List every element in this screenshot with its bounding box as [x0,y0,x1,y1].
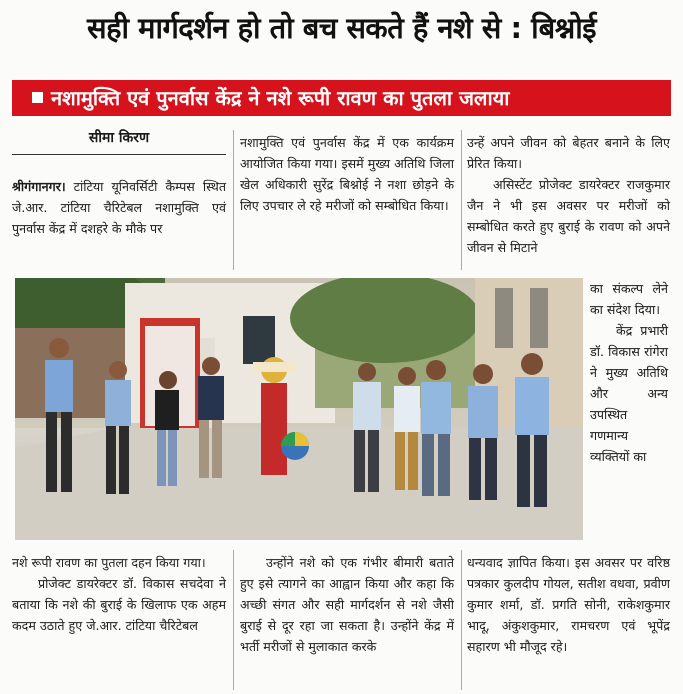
paragraph [12,176,226,239]
column-divider [233,550,234,690]
paragraph: केंद्र प्रभारी डॉ. विकास रांगेरा ने मुख्य अतिथि और अन्य उपस्थित गणमान्य व्यक्तियों का [590,323,668,464]
article-column-3 [467,132,670,258]
dateline: श्रीगंगानगर। [12,179,66,194]
photo-illustration [15,278,583,540]
paragraph: उन्होंने नशे को एक गंभीर बीमारी बताते हुए इसे त्यागने का आह्वान किया और कहा कि अच्छी संगत और सही मार्गदर्शन से नशे जैसी बुराई से दूर रहा जा सकता है। उन्होंने केंद्र में भर्ती मरीजों से मुलाकात करके [240,555,454,654]
paragraph: उन्हें अपने जीवन को बेहतर बनाने के लिए प्रेरित किया। [467,135,670,171]
event-photo [15,278,583,540]
paragraph: प्रोजेक्ट डायरेक्टर डॉ. विकास सचदेवा ने बताया कि नशे की बुराई के खिलाफ एक अहम कदम उठाते हुए जे.आर. टांटिया चैरिटेबल [12,576,226,633]
paragraph: नशे रूपी रावण का पुतला दहन किया गया। [12,555,206,570]
headline: सही मार्गदर्शन हो तो बच सकते हैं नशे से : बिश्नोई [87,11,596,45]
byline: सीमा किरण [12,128,226,155]
article-column-1 [12,176,226,239]
article-column-5 [240,552,454,657]
article-column-2 [240,132,454,216]
column-divider [461,550,462,690]
bullet-square-icon [32,92,43,103]
column-divider [233,130,234,270]
paragraph: नशामुक्ति एवं पुनर्वास केंद्र में एक कार्यक्रम आयोजित किया गया। इसमें मुख्य अतिथि जिला खेल अधिकारी सुरेंद्र बिश्नोई ने नशा छोड़ने के लिए उपचार ले रहे मरीजों को सम्बोधित किया। [240,135,454,213]
subheadline-bar [12,80,671,116]
article-column-4 [12,552,226,636]
paragraph: असिस्टेंट प्रोजेक्ट डायरेक्टर राजकुमार जैन ने भी इस अवसर पर मरीजों को सम्बोधित करते हुए बुराई के रावण को अपने जीवन से मिटाने [467,177,670,255]
paragraph: धन्यवाद ज्ञापित किया। इस अवसर पर वरिष्ठ पत्रकार कुलदीप गोयल, सतीश वधवा, प्रवीण कुमार शर्मा, डॉ. प्रगति सोनी, राकेशकुमार भादू, अंकुशकुमार, रामचरण एवं भूपेंद्र सहारण भी मौजूद रहे। [467,555,670,654]
article-column-3-continued [590,278,668,467]
paragraph-text: टांटिया यूनिवर्सिटी कैम्पस स्थित जे.आर. टांटिया चैरिटेबल नशामुक्ति एवं पुनर्वास केंद्र में दशहरे के मौके पर [12,179,226,236]
paragraph: का संकल्प लेने का संदेश दिया। [590,281,668,317]
article-column-6 [467,552,670,657]
subheadline: नशामुक्ति एवं पुनर्वास केंद्र ने नशे रूपी रावण का पुतला जलाया [51,86,510,110]
column-divider [461,130,462,270]
